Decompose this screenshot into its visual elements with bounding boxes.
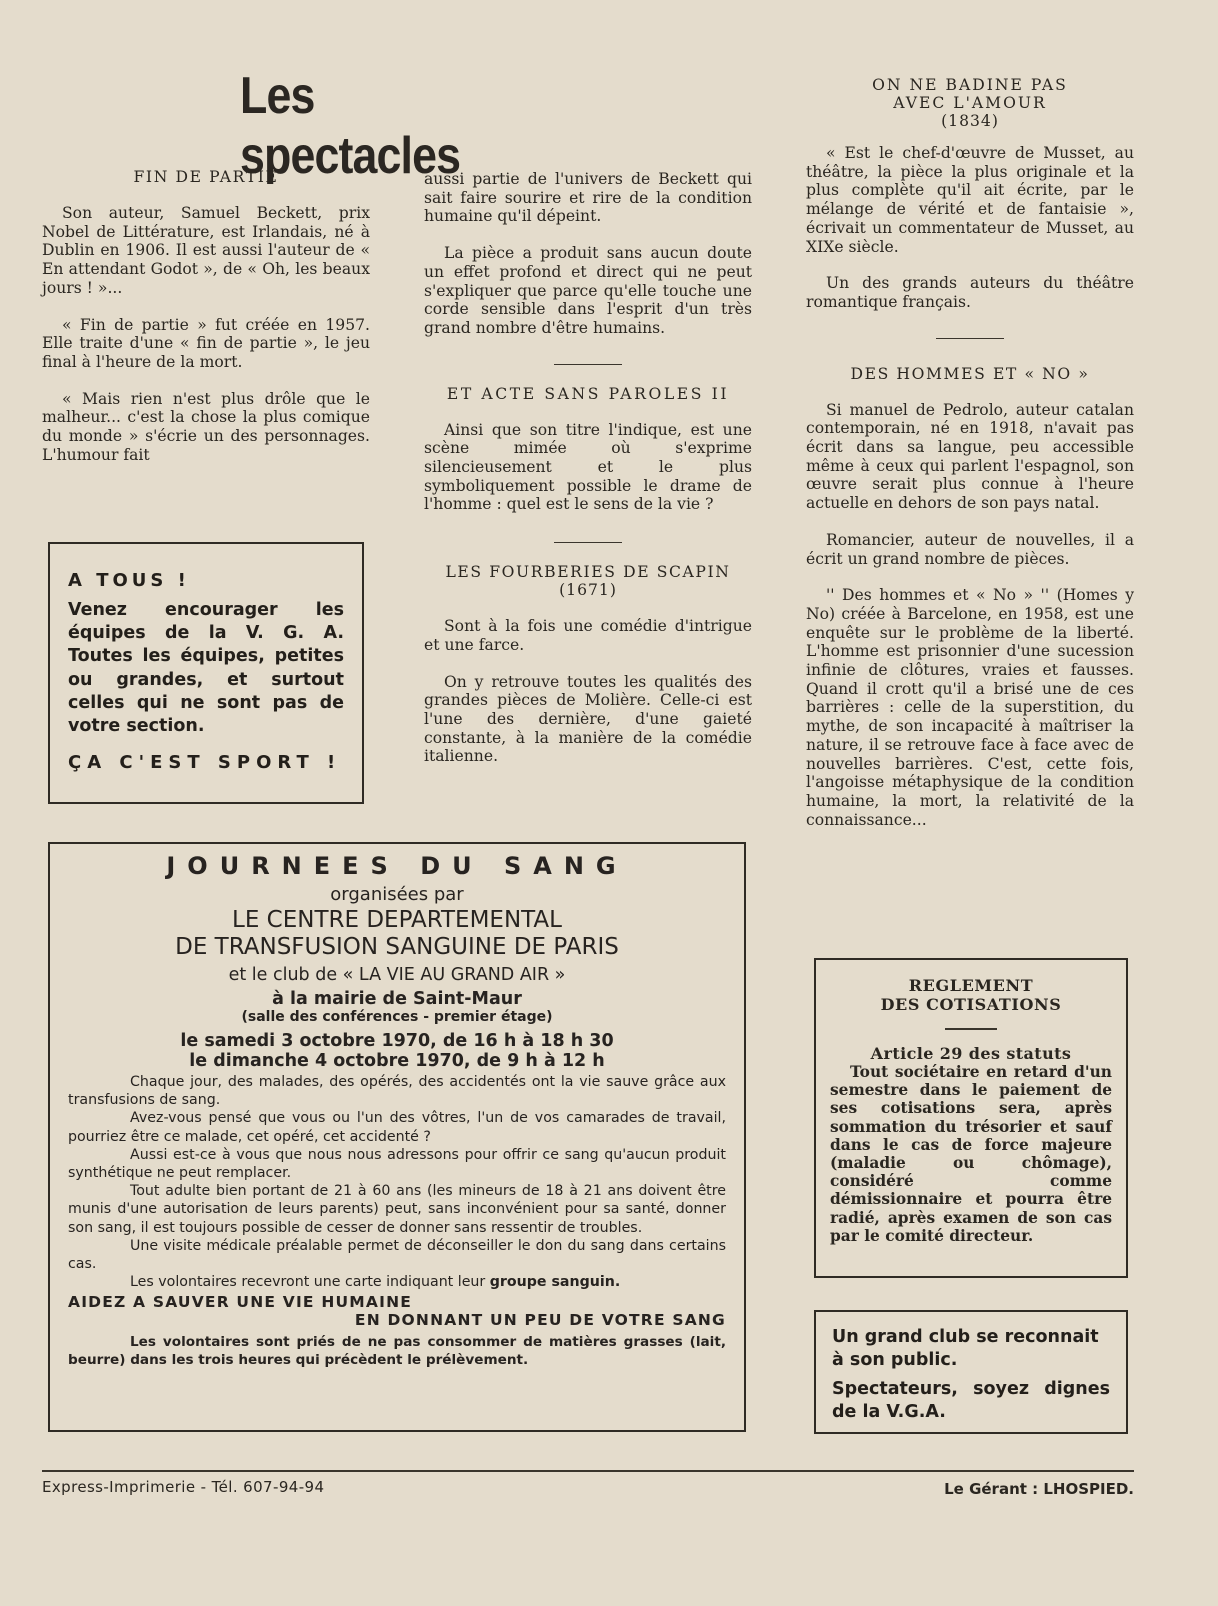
- paragraph: « Mais rien n'est plus drôle que le malheur... c'est la chose la plus comique du monde » s'écrie un des personnages. L'humour fait: [42, 389, 370, 464]
- blood-room: (salle des conférences - premier étage): [241, 1009, 553, 1025]
- separator-rule: [936, 338, 1004, 339]
- separator-rule: [554, 364, 622, 365]
- reglement-title-2: DES COTISATIONS: [880, 995, 1062, 1014]
- paragraph: '' Des hommes et « No » '' (Homes y No) créée à Barcelone, en 1958, est une enquête sur le problème de la liberté. L'homme est prisonnier d'une sucession infinie de clôtures, vraies et fausses. Quand il crott qu'il a brisé une de ces barrières : celle de la superstition, du mythe, de son incapacité à maîtriser la nature, il se retrouve face à face avec de nouvelles barrières. C'est, cette fois, l'angoisse métaphysique de la condition humaine, la mort, la relativité de la connaissance...: [806, 586, 1134, 829]
- blood-paragraph: Tout adulte bien portant de 21 à 60 ans (les mineurs de 18 à 21 ans doivent être munis d'une autorisation de leurs parents) peut, sans inconvénient pour sa santé, donner son sang, il est toujours possible de cesser de donner sans ressentir de troubles.: [68, 1183, 726, 1236]
- footer-manager: Le Gérant : LHOSPIED.: [944, 1480, 1134, 1498]
- column-2: [424, 170, 752, 766]
- blood-club: et le club de « LA VIE AU GRAND AIR »: [228, 965, 566, 985]
- blood-appeal-1: AIDEZ A SAUVER UNE VIE HUMAINE: [68, 1293, 413, 1312]
- footer-rule: [42, 1470, 1134, 1472]
- heading-scapin: LES FOURBERIES DE SCAPIN: [445, 563, 731, 582]
- footer-printer: Express-Imprimerie - Tél. 607-94-94: [42, 1478, 325, 1496]
- blood-paragraph: Une visite médicale préalable permet de déconseiller le don du sang dans certains cas.: [68, 1237, 726, 1273]
- separator-rule: [945, 1028, 997, 1030]
- reglement-title-1: REGLEMENT: [908, 976, 1034, 995]
- blood-appeal-2: EN DONNANT UN PEU DE VOTRE SANG: [354, 1311, 726, 1330]
- paragraph: Si manuel de Pedrolo, auteur catalan contemporain, né en 1918, n'avait pas écrit dans sa langue, peu accessible même à ceux qui parlent l'espagnol, son œuvre serait plus connue à l'heure actuelle en dehors de son pays natal.: [806, 400, 1134, 513]
- blood-date-2: le dimanche 4 octobre 1970, de 9 h à 12 h: [189, 1051, 605, 1071]
- a-tous-body: Venez encourager les équipes de la V. G. A. Toutes les équipes, petites ou grandes, et surtout celles qui ne sont pas de votre section.: [68, 600, 344, 737]
- club-box: [814, 1310, 1128, 1434]
- paragraph: « Fin de partie » fut créée en 1957. Elle traite d'une « fin de partie », le jeu final à l'heure de la mort.: [42, 315, 370, 371]
- paragraph: On y retrouve toutes les qualités des grandes pièces de Molière. Celle-ci est l'une des dernière, d'une gaieté constante, à la manière de la comédie italienne.: [424, 672, 752, 766]
- paragraph: « Est le chef-d'œuvre de Musset, au théâtre, la pièce la plus originale et la plus complète qu'il ait écrite, par le mélange de vérité et de fantaisie », écrivait un commentateur de Musset, au XIXe siècle.: [806, 144, 1134, 256]
- blood-paragraph: Avez-vous pensé que vous ou l'un des vôtres, l'un de vos camarades de travail, pourriez être ce malade, cet opéré, cet accidenté ?: [68, 1110, 726, 1145]
- heading-acte-sans-paroles: ET ACTE SANS PAROLES II: [446, 384, 730, 403]
- blood-drive-box: [48, 842, 746, 1432]
- heading-des-hommes: DES HOMMES ET « NO »: [850, 364, 1090, 383]
- heading-badine-1: ON NE BADINE PAS: [872, 76, 1068, 94]
- blood-date-1: le samedi 3 octobre 1970, de 16 h à 18 h 30: [180, 1031, 614, 1051]
- paragraph: Romancier, auteur de nouvelles, il a écrit un grand nombre de pièces.: [806, 530, 1134, 568]
- reglement-article: Article 29 des statuts: [870, 1044, 1072, 1063]
- heading-fin-de-partie: FIN DE PARTIE: [133, 168, 279, 186]
- a-tous-box: [48, 542, 364, 804]
- paragraph: Sont à la fois une comédie d'intrigue et une farce.: [424, 617, 752, 654]
- club-line-1: Un grand club se reconnait à son public.: [832, 1327, 1099, 1370]
- paragraph: Son auteur, Samuel Beckett, prix Nobel de Littérature, est Irlandais, né à Dublin en 1906. Il est aussi l'auteur de « En attendant Godot », de « Oh, les beaux jours ! »...: [42, 204, 370, 297]
- blood-org-2: DE TRANSFUSION SANGUINE DE PARIS: [175, 934, 619, 960]
- column-1: [42, 168, 370, 464]
- reglement-body: Tout sociétaire en retard d'un semestre dans le paiement de ses cotisations sera, après sommation du trésorier et sauf dans le cas de force majeure (maladie ou chômage), considéré comme démissionnaire et pourra être radié, après examen de son cas par le comité directeur.: [830, 1063, 1112, 1245]
- paragraph: Ainsi que son titre l'indique, est une scène mimée où s'exprime silencieusement et le plus symboliquement possible le drame de l'homme : quel est le sens de la vie ?: [424, 420, 752, 514]
- paragraph: Un des grands auteurs du théâtre romantique français.: [806, 274, 1134, 311]
- blood-org-1: LE CENTRE DEPARTEMENTAL: [232, 907, 562, 933]
- a-tous-title: A TOUS !: [68, 570, 190, 591]
- heading-scapin-year: (1671): [559, 581, 617, 600]
- paragraph: aussi partie de l'univers de Beckett qui sait faire sourire et rire de la condition humaine qu'il dépeint.: [424, 170, 752, 226]
- column-3: [806, 76, 1134, 829]
- blood-paragraph: Aussi est-ce à vous que nous nous adressons pour offrir ce sang qu'aucun produit synthétique ne peut remplacer.: [68, 1146, 726, 1182]
- separator-rule: [554, 542, 622, 543]
- blood-title: JOURNEES DU SANG: [166, 852, 628, 880]
- blood-note: Les volontaires sont priés de ne pas consommer de matières grasses (lait, beurre) dans les trois heures qui précèdent le prélèvement.: [68, 1334, 726, 1369]
- heading-badine-year: (1834): [941, 112, 999, 130]
- blood-organised: organisées par: [330, 884, 464, 905]
- blood-paragraph: Les volontaires recevront une carte indiquant leur groupe sanguin.: [130, 1274, 621, 1291]
- a-tous-slogan: ÇA C'EST SPORT !: [68, 752, 342, 774]
- reglement-box: [814, 958, 1128, 1278]
- club-line-2: Spectateurs, soyez dignes de la V.G.A.: [832, 1379, 1110, 1422]
- paragraph: La pièce a produit sans aucun doute un effet profond et direct qui ne peut s'expliquer que parce qu'elle touche une corde sensible dans l'esprit d'un très grand nombre d'être humains.: [424, 244, 752, 337]
- blood-paragraph: Chaque jour, des malades, des opérés, des accidentés ont la vie sauve grâce aux transfusions de sang.: [68, 1074, 726, 1109]
- blood-place: à la mairie de Saint-Maur: [272, 989, 522, 1009]
- heading-badine-2: AVEC L'AMOUR: [893, 94, 1047, 112]
- page-title: Les spectacles: [240, 67, 461, 185]
